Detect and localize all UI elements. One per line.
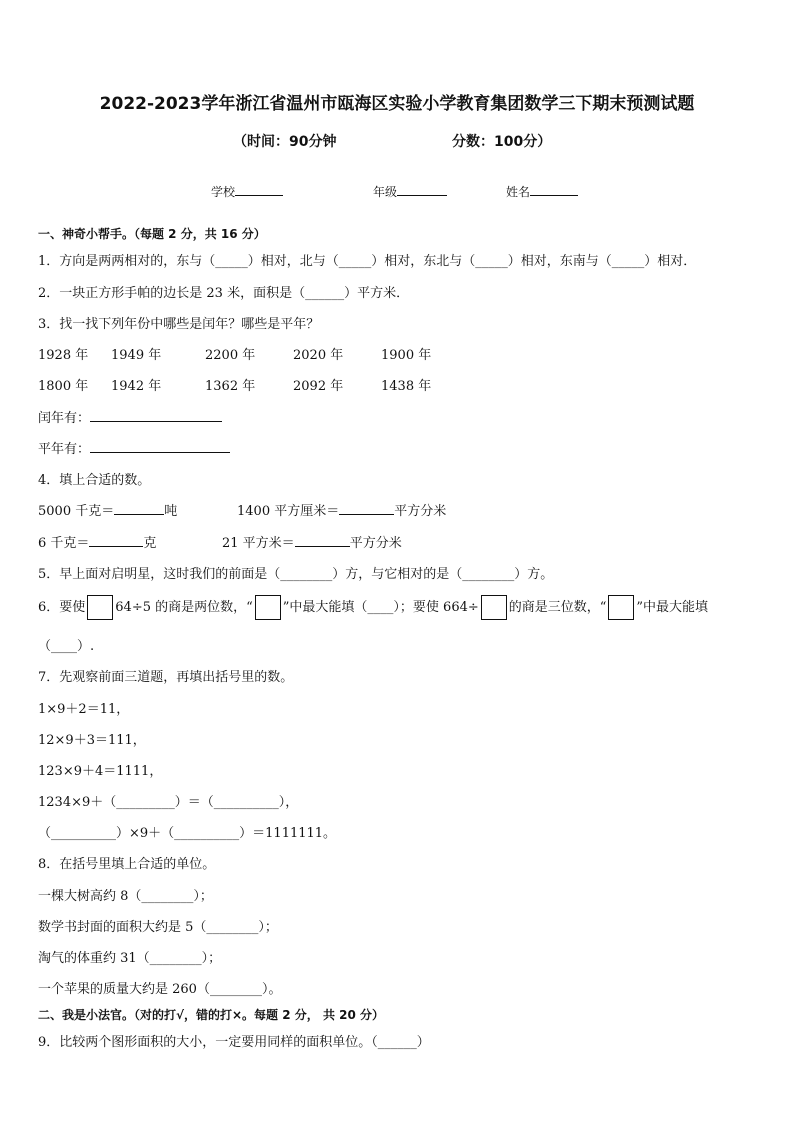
- common-years-label: 平年有：: [38, 442, 91, 457]
- q6-box-2[interactable]: [255, 595, 281, 620]
- year-cell: 1942 年: [111, 379, 162, 394]
- question-6: [38, 595, 708, 620]
- year-cell: 2200 年: [205, 348, 256, 363]
- year-cell: 1800 年: [38, 379, 89, 394]
- q6-text-4: 的商是三位数，“: [508, 600, 607, 615]
- q4-d-text: 21 平方米＝: [222, 536, 295, 551]
- page-title: 2022-2023学年浙江省温州市瓯海区实验小学教育集团数学三下期末预测试题: [99, 94, 695, 114]
- q4-b-blank[interactable]: [339, 502, 394, 515]
- common-years-blank[interactable]: [90, 440, 230, 453]
- common-years-row: [38, 438, 230, 457]
- q4-c-blank[interactable]: [89, 534, 143, 547]
- score-label: 分数：100分）: [452, 134, 552, 150]
- q4-a-text: 5000 千克＝: [38, 504, 115, 519]
- time-label: （时间：90分钟: [233, 134, 337, 150]
- q4-item-c: [38, 532, 156, 551]
- q4-item-d: [222, 532, 402, 551]
- q4-d-blank[interactable]: [295, 534, 350, 547]
- year-cell: 1438 年: [381, 379, 432, 394]
- grade-label: 年级: [373, 185, 398, 199]
- grade-field: [373, 183, 447, 200]
- q4-a-unit: 吨: [164, 504, 178, 519]
- q6-box-4[interactable]: [608, 595, 634, 620]
- year-cell: 2092 年: [293, 379, 344, 394]
- school-field: [211, 183, 283, 200]
- question-9: 9．比较两个图形面积的大小，一定要用同样的面积单位。（______）: [38, 1035, 430, 1050]
- question-7: 7．先观察前面三道题，再填出括号里的数。: [38, 670, 294, 685]
- q7-line-5: （__________）×9＋（__________）＝1111111。: [38, 826, 337, 841]
- school-blank[interactable]: [235, 184, 283, 196]
- q8-line-3: 淘气的体重约 31（________）；: [38, 951, 222, 966]
- leap-years-blank[interactable]: [90, 409, 222, 422]
- leap-years-label: 闰年有：: [38, 411, 91, 426]
- q4-a-blank[interactable]: [114, 502, 164, 515]
- q7-line-4: 1234×9＋（_________）＝（__________），: [38, 795, 299, 810]
- q4-c-text: 6 千克＝: [38, 536, 90, 551]
- year-cell: 2020 年: [293, 348, 344, 363]
- name-blank[interactable]: [530, 184, 578, 196]
- section-2-heading: 二、我是小法官。（对的打√，错的打×。每题 2 分， 共 20 分）: [38, 1008, 384, 1022]
- year-cell: 1949 年: [111, 348, 162, 363]
- question-6-continued: （____）.: [38, 639, 95, 654]
- year-cell: 1928 年: [38, 348, 89, 363]
- q6-text-3: ”中最大能填（____）；要使 664÷: [282, 600, 479, 615]
- name-label: 姓名: [506, 185, 531, 199]
- q6-box-1[interactable]: [87, 595, 113, 620]
- question-5: 5．早上面对启明星，这时我们的前面是（________）方，与它相对的是（________）方。: [38, 567, 554, 582]
- q8-line-4: 一个苹果的质量大约是 260（________）。: [38, 982, 282, 997]
- question-3: 3．找一找下列年份中哪些是闰年？哪些是平年？: [38, 317, 320, 332]
- leap-years-row: [38, 407, 222, 426]
- year-cell: 1900 年: [381, 348, 432, 363]
- question-8: 8．在括号里填上合适的单位。: [38, 857, 216, 872]
- section-1-heading: 一、神奇小帮手。（每题 2 分，共 16 分）: [38, 227, 266, 241]
- year-cell: 1362 年: [205, 379, 256, 394]
- q8-line-1: 一棵大树高约 8（________）；: [38, 889, 213, 904]
- name-field: [506, 183, 578, 200]
- q6-text-1: 6．要使: [38, 600, 86, 615]
- q7-line-2: 12×9＋3＝111，: [38, 733, 146, 748]
- q4-b-text: 1400 平方厘米＝: [237, 504, 340, 519]
- q4-d-unit: 平方分米: [349, 536, 402, 551]
- school-label: 学校: [211, 185, 236, 199]
- grade-blank[interactable]: [397, 184, 447, 196]
- q6-box-3[interactable]: [481, 595, 507, 620]
- question-4: 4．填上合适的数。: [38, 473, 151, 488]
- q4-b-unit: 平方分米: [394, 504, 447, 519]
- q7-line-3: 123×9＋4＝1111，: [38, 764, 163, 779]
- q4-c-unit: 克: [143, 536, 157, 551]
- question-2: 2．一块正方形手帕的边长是 23 米，面积是（______）平方米．: [38, 286, 410, 301]
- q4-item-b: [237, 500, 446, 519]
- q7-line-1: 1×9＋2＝11，: [38, 702, 130, 717]
- q8-line-2: 数学书封面的面积大约是 5（________）；: [38, 920, 278, 935]
- q6-text-5: ”中最大能填: [636, 600, 709, 615]
- q4-item-a: [38, 500, 177, 519]
- question-1: 1．方向是两两相对的，东与（_____）相对，北与（_____）相对，东北与（_____）相对，东南与（_____）相对．: [38, 254, 697, 269]
- q6-text-2: 64÷5 的商是两位数，“: [115, 600, 253, 615]
